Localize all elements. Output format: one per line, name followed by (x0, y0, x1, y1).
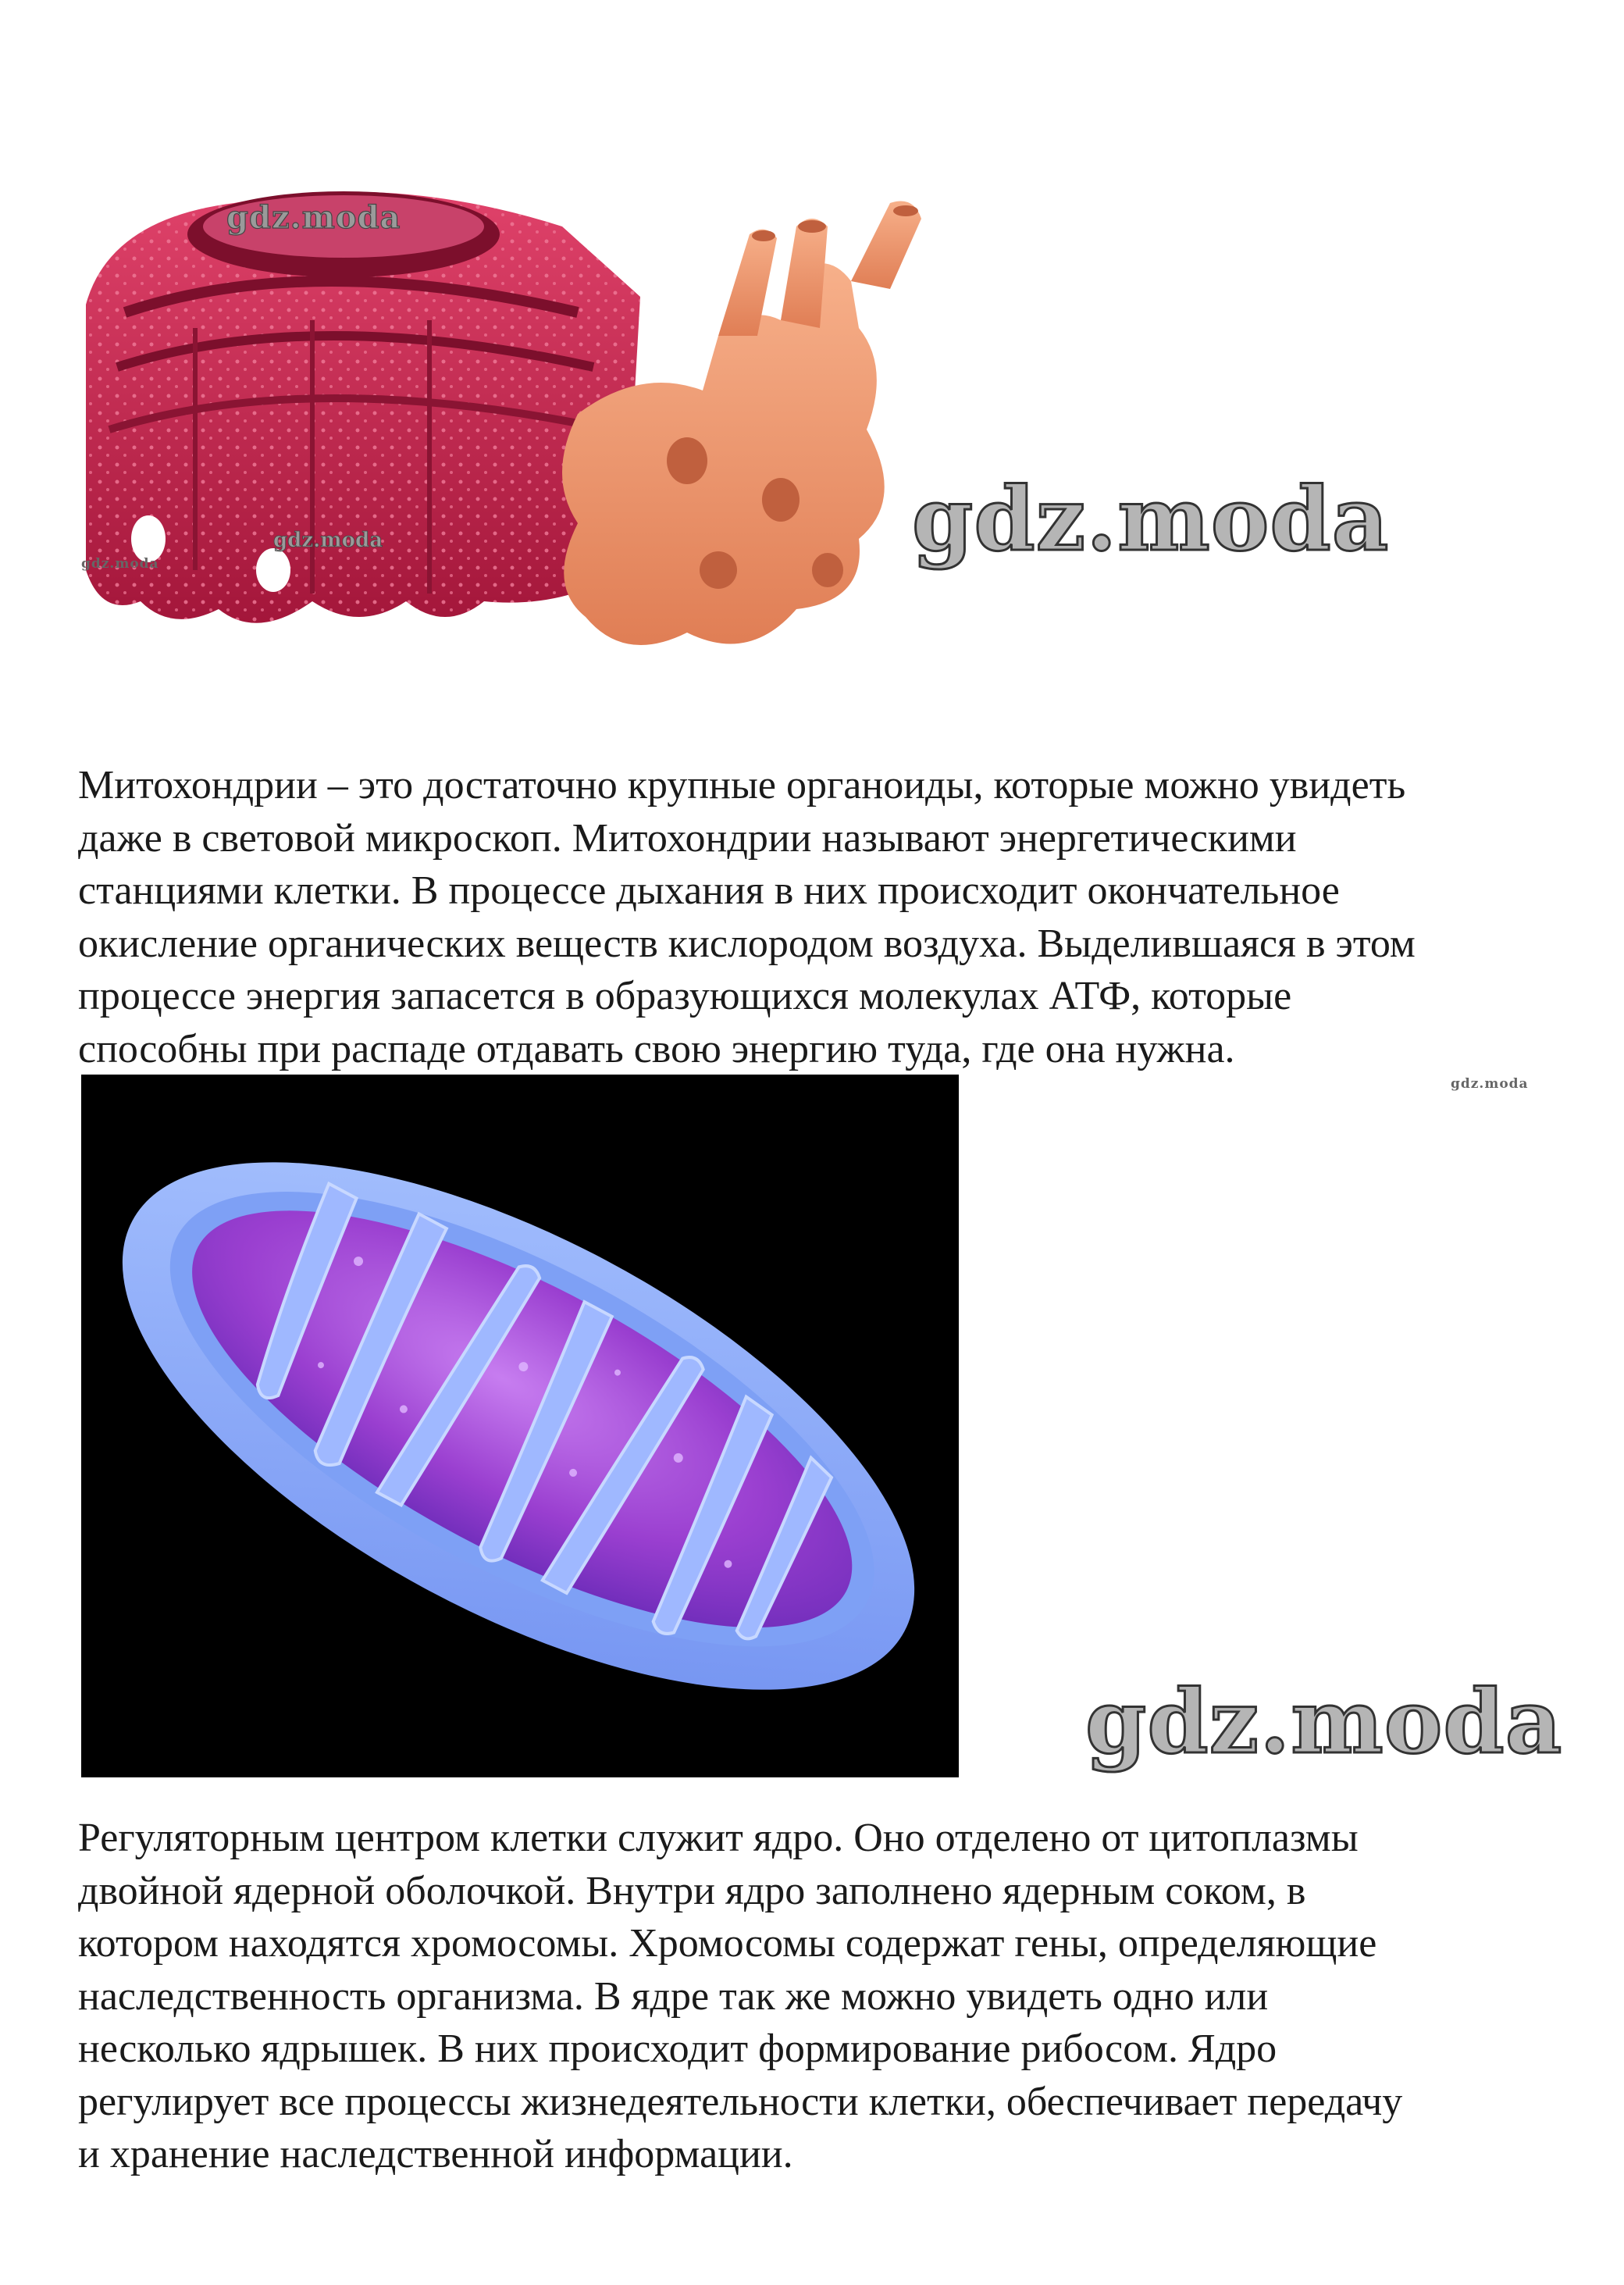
text-line: и хранение наследственной информации. (78, 2132, 793, 2176)
text-line: двойной ядерной оболочкой. Внутри ядро заполнено ядерным соком, в (78, 1868, 1306, 1913)
watermark-text: gdz.moda (273, 529, 383, 552)
text-line: наследственность организма. В ядре так же можно увидеть одно или (78, 1973, 1269, 2019)
watermark-small: gdz.moda (81, 556, 159, 572)
text-line: регулирует все процессы жизнедеятельности клетки, обеспечивает передачу (78, 2079, 1403, 2124)
mitochondrion-illustration (81, 1075, 959, 1777)
text-line: несколько ядрышек. В них происходит формирование рибосом. Ядро (78, 2027, 1277, 2071)
text-line: Митохондрии – это достаточно крупные органоиды, которые можно увидеть (78, 763, 1406, 807)
text-line: даже в световой микроскоп. Митохондрии называют энергетическими (78, 815, 1297, 861)
paragraph-mitochondria (78, 759, 1585, 1075)
text-line: окисление органических веществ кислородом воздуха. Выделившаяся в этом (78, 921, 1416, 966)
watermark-large: gdz.moda (1085, 1671, 1563, 1773)
watermark-large: gdz.moda (912, 469, 1390, 571)
watermark-text: gdz.moda (226, 199, 401, 236)
organelle-illustration-er-golgi (78, 133, 960, 726)
text-line: способны при распаде отдавать свою энергию туда, где она нужна. (78, 1026, 1235, 1071)
text-line: котором находятся хромосомы. Хромосомы содержат гены, определяющие (78, 1921, 1377, 1966)
text-line: Регуляторным центром клетки служит ядро. Оно отделено от цитоплазмы (78, 1816, 1359, 1860)
text-line: станциями клетки. В процессе дыхания в них происходит окончательное (78, 868, 1340, 913)
paragraph-nucleus (78, 1812, 1585, 2181)
text-line: процессе энергия запасется в образующихся молекулах АТФ, которые (78, 974, 1292, 1018)
watermark-small: gdz.moda (1451, 1076, 1529, 1092)
